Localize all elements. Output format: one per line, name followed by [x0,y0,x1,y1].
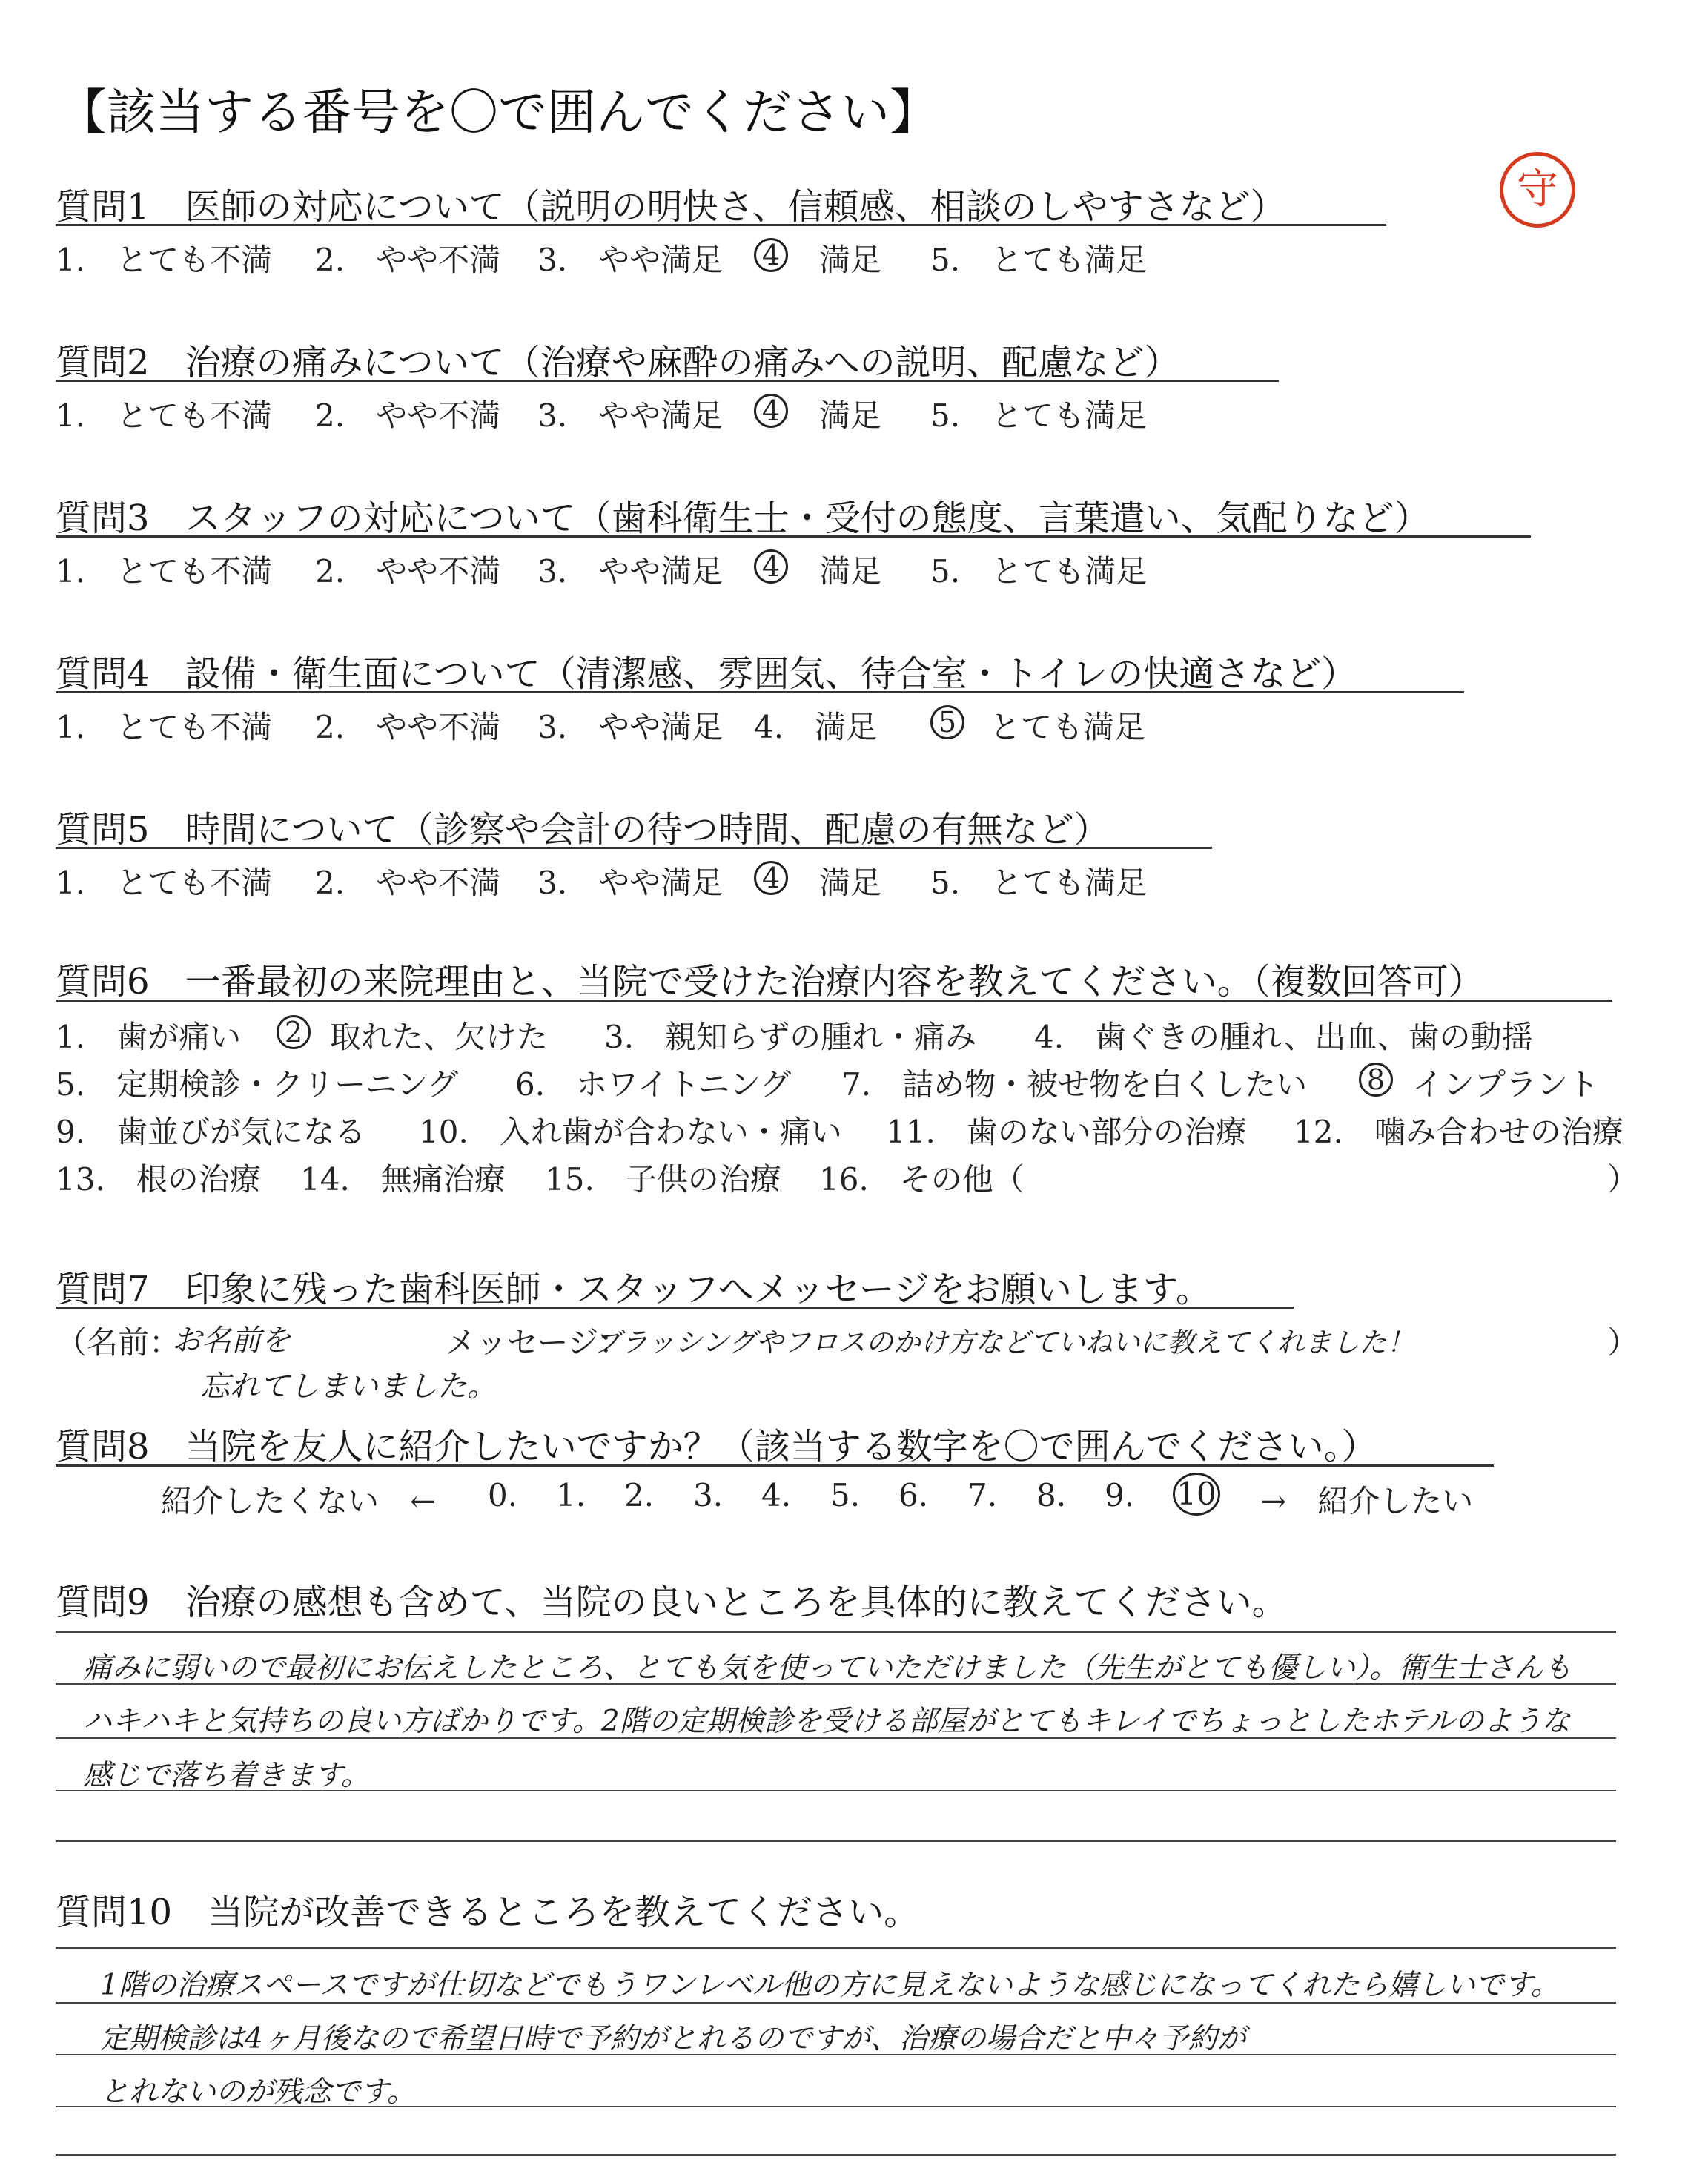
q8-number: 質問8 [56,1426,150,1467]
q5-heading [56,801,1110,852]
q9-answer-line-1 [56,1631,1616,1633]
q9-answer-line-3 [56,1737,1616,1739]
q7-text: 印象に残った歯科医師・スタッフへメッセージをお願いします。 [185,1269,1211,1310]
q5-option-5[interactable]: 5. とても満足 [930,865,1148,901]
q5-selected-circle: 4 [754,861,788,895]
q10-answer-text-2: 定期検診は4ヶ月後なので希望日時で予約がとれるのですが、治療の場合だと中々予約が [100,2022,1246,2055]
q5-option-2[interactable]: 2. やや不満 [315,865,501,901]
q6-option-16[interactable]: 16. その他（ [819,1161,1025,1198]
q8-option-4[interactable]: 4. [761,1477,792,1513]
q6-option-6[interactable]: 6. ホワイトニング [515,1066,792,1103]
q8-option-5[interactable]: 5. [830,1477,861,1513]
q1-selected-circle: 4 [754,238,788,272]
q9-answer-text-2: ハキハキと気持ちの良い方ばかりです。2階の定期検診を受ける部屋がとてもキレイでちょっとしたホテルのような [83,1705,1571,1738]
q1-option-4-label: 満足 [819,242,882,278]
q4-option-5-selected[interactable] [930,703,969,739]
q3-selected-circle: 4 [754,549,788,584]
q3-option-5[interactable]: 5. とても満足 [930,553,1148,589]
q10-heading [56,1883,919,1935]
q7-name-answer-1: お名前を [172,1324,291,1358]
q10-answer-line-5 [56,2154,1616,2156]
q1-option-2[interactable]: 2. やや不満 [315,242,501,278]
q1-option-5[interactable]: 5. とても満足 [930,242,1148,278]
q1-option-4-selected[interactable] [754,236,792,272]
q7-name-label: （名前： [56,1324,181,1361]
q9-text: 治療の感想も含めて、当院の良いところを具体的に教えてください。 [185,1582,1288,1623]
q4-options [56,703,1242,745]
q8-option-9[interactable]: 9. [1105,1477,1135,1513]
q4-heading [56,645,1357,696]
q3-heading [56,489,1430,541]
q6-rule [56,1000,1612,1002]
q6-row-4 [56,1155,1642,1198]
q8-option-3[interactable]: 3. [693,1477,724,1513]
q10-number: 質問10 [56,1892,173,1933]
q4-selected-circle: 5 [930,705,964,739]
q8-option-6[interactable]: 6. [898,1477,929,1513]
q3-option-1[interactable]: 1. とても不満 [56,553,273,589]
q6-option-8-circle: 8 [1359,1063,1393,1097]
q10-answer-text-1: 1階の治療スペースですが仕切などでもうワンレベル他の方に見えないような感じになってくれたら嬉しいです。 [100,1969,1560,2002]
q8-text: 当院を友人に紹介したいですか？（該当する数字を〇で囲んでください。） [185,1426,1377,1467]
q4-rule [56,691,1464,693]
q8-option-0[interactable]: 0. [488,1477,518,1513]
q2-heading [56,334,1180,385]
q2-option-4-label: 満足 [819,397,882,434]
q9-answer-text-3: 感じで落ち着きます。 [83,1759,370,1792]
q7-heading [56,1261,1211,1312]
q3-options [56,547,1242,589]
q6-option-7[interactable]: 7. 詰め物・被せ物を白くしたい [841,1066,1308,1103]
q8-selected-circle: 10 [1173,1473,1220,1516]
q5-text: 時間について（診察や会計の待つ時間、配慮の有無など） [185,809,1110,851]
q1-options [56,236,1242,278]
q2-text: 治療の痛みについて（治療や麻酔の痛みへの説明、配慮など） [185,342,1180,383]
q8-option-1[interactable]: 1. [556,1477,586,1513]
q6-heading [56,953,1484,1004]
q8-option-8[interactable]: 8. [1036,1477,1067,1513]
q4-number: 質問4 [56,653,150,695]
q2-options [56,392,1242,434]
q9-heading [56,1573,1288,1625]
q6-text: 一番最初の来院理由と、当院で受けた治療内容を教えてください。（複数回答可） [185,961,1484,1003]
q10-answer-line-3 [56,2054,1616,2055]
q6-option-3[interactable]: 3. 親知らずの腫れ・痛み [604,1019,977,1055]
q6-option-2-selected[interactable] [277,1013,315,1049]
q4-option-4[interactable]: 4. 満足 [754,709,878,745]
q2-selected-circle: 4 [754,394,788,428]
q9-answer-line-5 [56,1840,1616,1842]
q5-option-4-selected[interactable] [754,859,792,895]
q2-option-1[interactable]: 1. とても不満 [56,397,273,434]
q5-option-3[interactable]: 3. やや満足 [537,865,724,901]
q6-option-9[interactable]: 9. 歯並びが気になる [56,1114,366,1150]
q8-option-10-selected[interactable] [1173,1473,1220,1516]
q4-text: 設備・衛生面について（清潔感、雰囲気、待合室・トイレの快適さなど） [185,653,1357,695]
q7-name-answer-2: 忘れてしまいました。 [200,1370,497,1404]
q10-answer-line-1 [56,1947,1616,1949]
q4-option-3[interactable]: 3. やや満足 [537,709,724,745]
q6-row-2 [56,1060,1642,1103]
q4-option-2[interactable]: 2. やや不満 [315,709,501,745]
q8-scale [56,1476,1627,1519]
q9-answer-line-4 [56,1790,1616,1791]
q4-option-1[interactable]: 1. とても不満 [56,709,273,745]
q7-rule [56,1307,1294,1309]
q6-option-2-circle: 2 [277,1015,311,1049]
q8-right-label: → 紹介したい [1260,1483,1474,1519]
q1-option-1[interactable]: 1. とても不満 [56,242,273,278]
q8-option-7[interactable]: 7. [967,1477,998,1513]
q5-options [56,859,1242,901]
q6-option-12[interactable]: 12. 噛み合わせの治療 [1294,1114,1623,1150]
q6-option-8-label: インプラント [1412,1066,1600,1103]
q2-rule [56,380,1279,382]
q6-option-15[interactable]: 15. 子供の治療 [545,1161,781,1198]
q2-option-2[interactable]: 2. やや不満 [315,397,501,434]
q3-text: スタッフの対応について（歯科衛生士・受付の態度、言葉遣い、気配りなど） [185,498,1430,539]
q6-option-11[interactable]: 11. 歯のない部分の治療 [886,1114,1247,1150]
q6-option-5[interactable]: 5. 定期検診・クリーニング [56,1066,459,1103]
q5-option-4-label: 満足 [819,865,882,901]
seal-stamp: 守 [1500,152,1575,228]
q1-rule [56,224,1386,226]
q4-option-5-label: とても満足 [990,709,1146,745]
q6-option-10[interactable]: 10. 入れ歯が合わない・痛い [419,1114,842,1150]
q2-number: 質問2 [56,342,150,383]
q6-other-close: ） [1607,1161,1639,1198]
q5-option-1[interactable]: 1. とても不満 [56,865,273,901]
q10-answer-line-4 [56,2106,1616,2107]
q7-number: 質問7 [56,1269,150,1310]
q2-option-4-selected[interactable] [754,392,792,428]
q6-option-8-selected[interactable] [1359,1060,1397,1097]
q3-number: 質問3 [56,498,150,539]
q3-option-3[interactable]: 3. やや満足 [537,553,724,589]
q7-message-label: メッセージ： [445,1324,630,1361]
q8-rule [56,1464,1494,1467]
q2-option-3[interactable]: 3. やや満足 [537,397,724,434]
q10-answer-text-3: とれないのが残念です。 [100,2075,416,2109]
q9-answer-line-2 [56,1683,1616,1685]
q8-left-label: 紹介したくない ← [161,1483,437,1519]
q7-close: ） [1607,1324,1639,1361]
q6-option-2-label: 取れた、欠けた [330,1019,549,1055]
q6-option-1[interactable]: 1. 歯が痛い [56,1019,242,1055]
q6-row-1 [56,1013,1642,1055]
q8-option-2[interactable]: 2. [624,1477,655,1513]
q9-number: 質問9 [56,1582,150,1623]
q6-number: 質問6 [56,961,150,1003]
q2-option-5[interactable]: 5. とても満足 [930,397,1148,434]
q3-option-4-label: 満足 [819,553,882,589]
q5-rule [56,847,1212,849]
q1-heading [56,178,1286,229]
q8-heading [56,1418,1377,1469]
q1-text: 医師の対応について（説明の明快さ、信頼感、相談のしやすさなど） [185,186,1286,228]
q3-option-2[interactable]: 2. やや不満 [315,553,501,589]
q6-option-13[interactable]: 13. 根の治療 [56,1161,261,1198]
q3-rule [56,535,1531,538]
page-title: 【該当する番号を〇で囲んでください】 [58,84,939,141]
q6-option-14[interactable]: 14. 無痛治療 [300,1161,506,1198]
q10-text: 当院が改善できるところを教えてください。 [208,1892,920,1933]
q10-answer-line-2 [56,2002,1616,2004]
q3-option-4-selected[interactable] [754,547,792,584]
q6-row-3 [56,1108,1642,1150]
q6-option-4[interactable]: 4. 歯ぐきの腫れ、出血、歯の動揺 [1034,1019,1533,1055]
q7-message-answer: ブラッシングやフロスのかけ方などていねいに教えてくれました！ [593,1327,1414,1358]
q9-answer-text-1: 痛みに弱いので最初にお伝えしたところ、とても気を使っていただけました（先生がとても優しい）。衛生士さんも [83,1651,1572,1685]
q5-number: 質問5 [56,809,150,851]
q1-option-3[interactable]: 3. やや満足 [537,242,724,278]
q1-number: 質問1 [56,186,150,228]
